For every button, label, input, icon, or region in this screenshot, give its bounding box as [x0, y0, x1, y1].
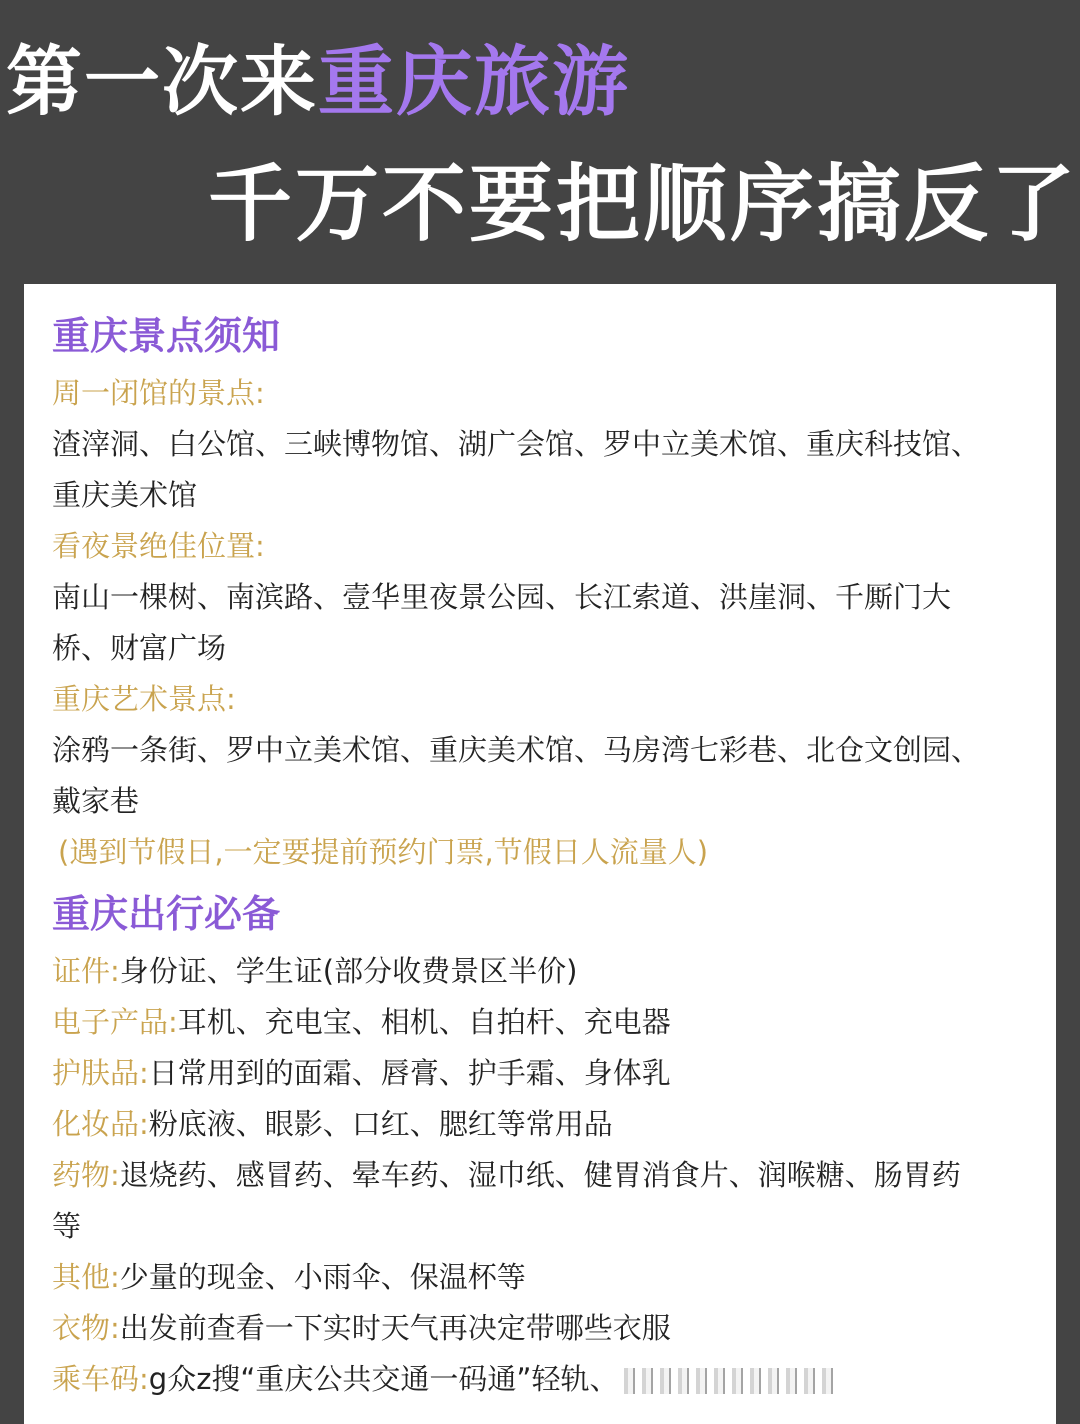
sub-label-night-view: 看夜景绝佳位置:	[52, 529, 265, 563]
essential-item-other	[52, 1252, 1032, 1303]
essential-text: 身份证、学生证(部分收费景区半价)	[119, 954, 578, 988]
essential-item-id	[52, 946, 1032, 997]
hero-title-line1	[6, 37, 630, 126]
obscured-text-block	[624, 1368, 834, 1394]
section-title-essentials: 重庆出行必备	[52, 892, 281, 936]
essential-item-medicine	[52, 1150, 1032, 1201]
art-text-2: 戴家巷	[52, 784, 140, 818]
content-card	[24, 284, 1056, 1424]
essential-item-transit-code	[52, 1354, 1032, 1405]
essential-text: 日常用到的面霜、唇膏、护手霜、身体乳	[148, 1056, 671, 1090]
essential-label: 其他:	[52, 1260, 120, 1294]
holiday-note: (遇到节假日,一定要提前预约门票,节假日人流量人)	[58, 835, 709, 869]
sub-label-art: 重庆艺术景点:	[52, 682, 236, 716]
essential-item-electronics	[52, 997, 1032, 1048]
hero-banner	[0, 0, 1080, 283]
essential-item-cosmetics	[52, 1099, 1032, 1150]
essential-text: 耳机、充电宝、相机、自拍杆、充电器	[177, 1005, 671, 1039]
card-body	[52, 304, 1032, 1405]
essential-text: 等	[52, 1209, 82, 1243]
essential-text: g众z搜“重庆公共交通一码通”轻轨、	[148, 1362, 619, 1396]
essential-label: 化妆品:	[52, 1107, 149, 1141]
essential-label: 证件:	[52, 954, 120, 988]
essential-item-clothes	[52, 1303, 1032, 1354]
essential-label: 护肤品:	[52, 1056, 149, 1090]
essential-label: 乘车码:	[52, 1362, 149, 1396]
art-text-1: 涂鸦一条街、罗中立美术馆、重庆美术馆、马房湾七彩巷、北仓文创园、	[52, 733, 981, 767]
essential-label: 药物:	[52, 1158, 120, 1192]
hero-title-line2: 千万不要把顺序搞反了	[208, 155, 1079, 253]
essential-label: 衣物:	[52, 1311, 120, 1345]
closed-monday-text-1: 渣滓洞、白公馆、三峡博物馆、湖广会馆、罗中立美术馆、重庆科技馆、	[52, 427, 981, 461]
essential-text: 退烧药、感冒药、晕车药、湿巾纸、健胃消食片、润喉糖、肠胃药	[119, 1158, 961, 1192]
essential-item-skincare	[52, 1048, 1032, 1099]
sub-label-closed-monday: 周一闭馆的景点:	[52, 376, 265, 410]
hero-title-purple: 重庆旅游	[318, 37, 630, 126]
hero-title-white: 第一次来	[6, 37, 318, 126]
night-view-text-2: 桥、财富广场	[52, 631, 227, 665]
closed-monday-text-2: 重庆美术馆	[52, 478, 198, 512]
essential-text: 粉底液、眼影、口红、腮红等常用品	[148, 1107, 613, 1141]
essential-label: 电子产品:	[52, 1005, 178, 1039]
essential-text: 少量的现金、小雨伞、保温杯等	[119, 1260, 526, 1294]
night-view-text-1: 南山一棵树、南滨路、壹华里夜景公园、长江索道、洪崖洞、千厮门大	[52, 580, 952, 614]
essential-item-medicine-cont	[52, 1201, 1032, 1252]
section-title-sights: 重庆景点须知	[52, 314, 281, 358]
essential-text: 出发前查看一下实时天气再决定带哪些衣服	[119, 1311, 671, 1345]
